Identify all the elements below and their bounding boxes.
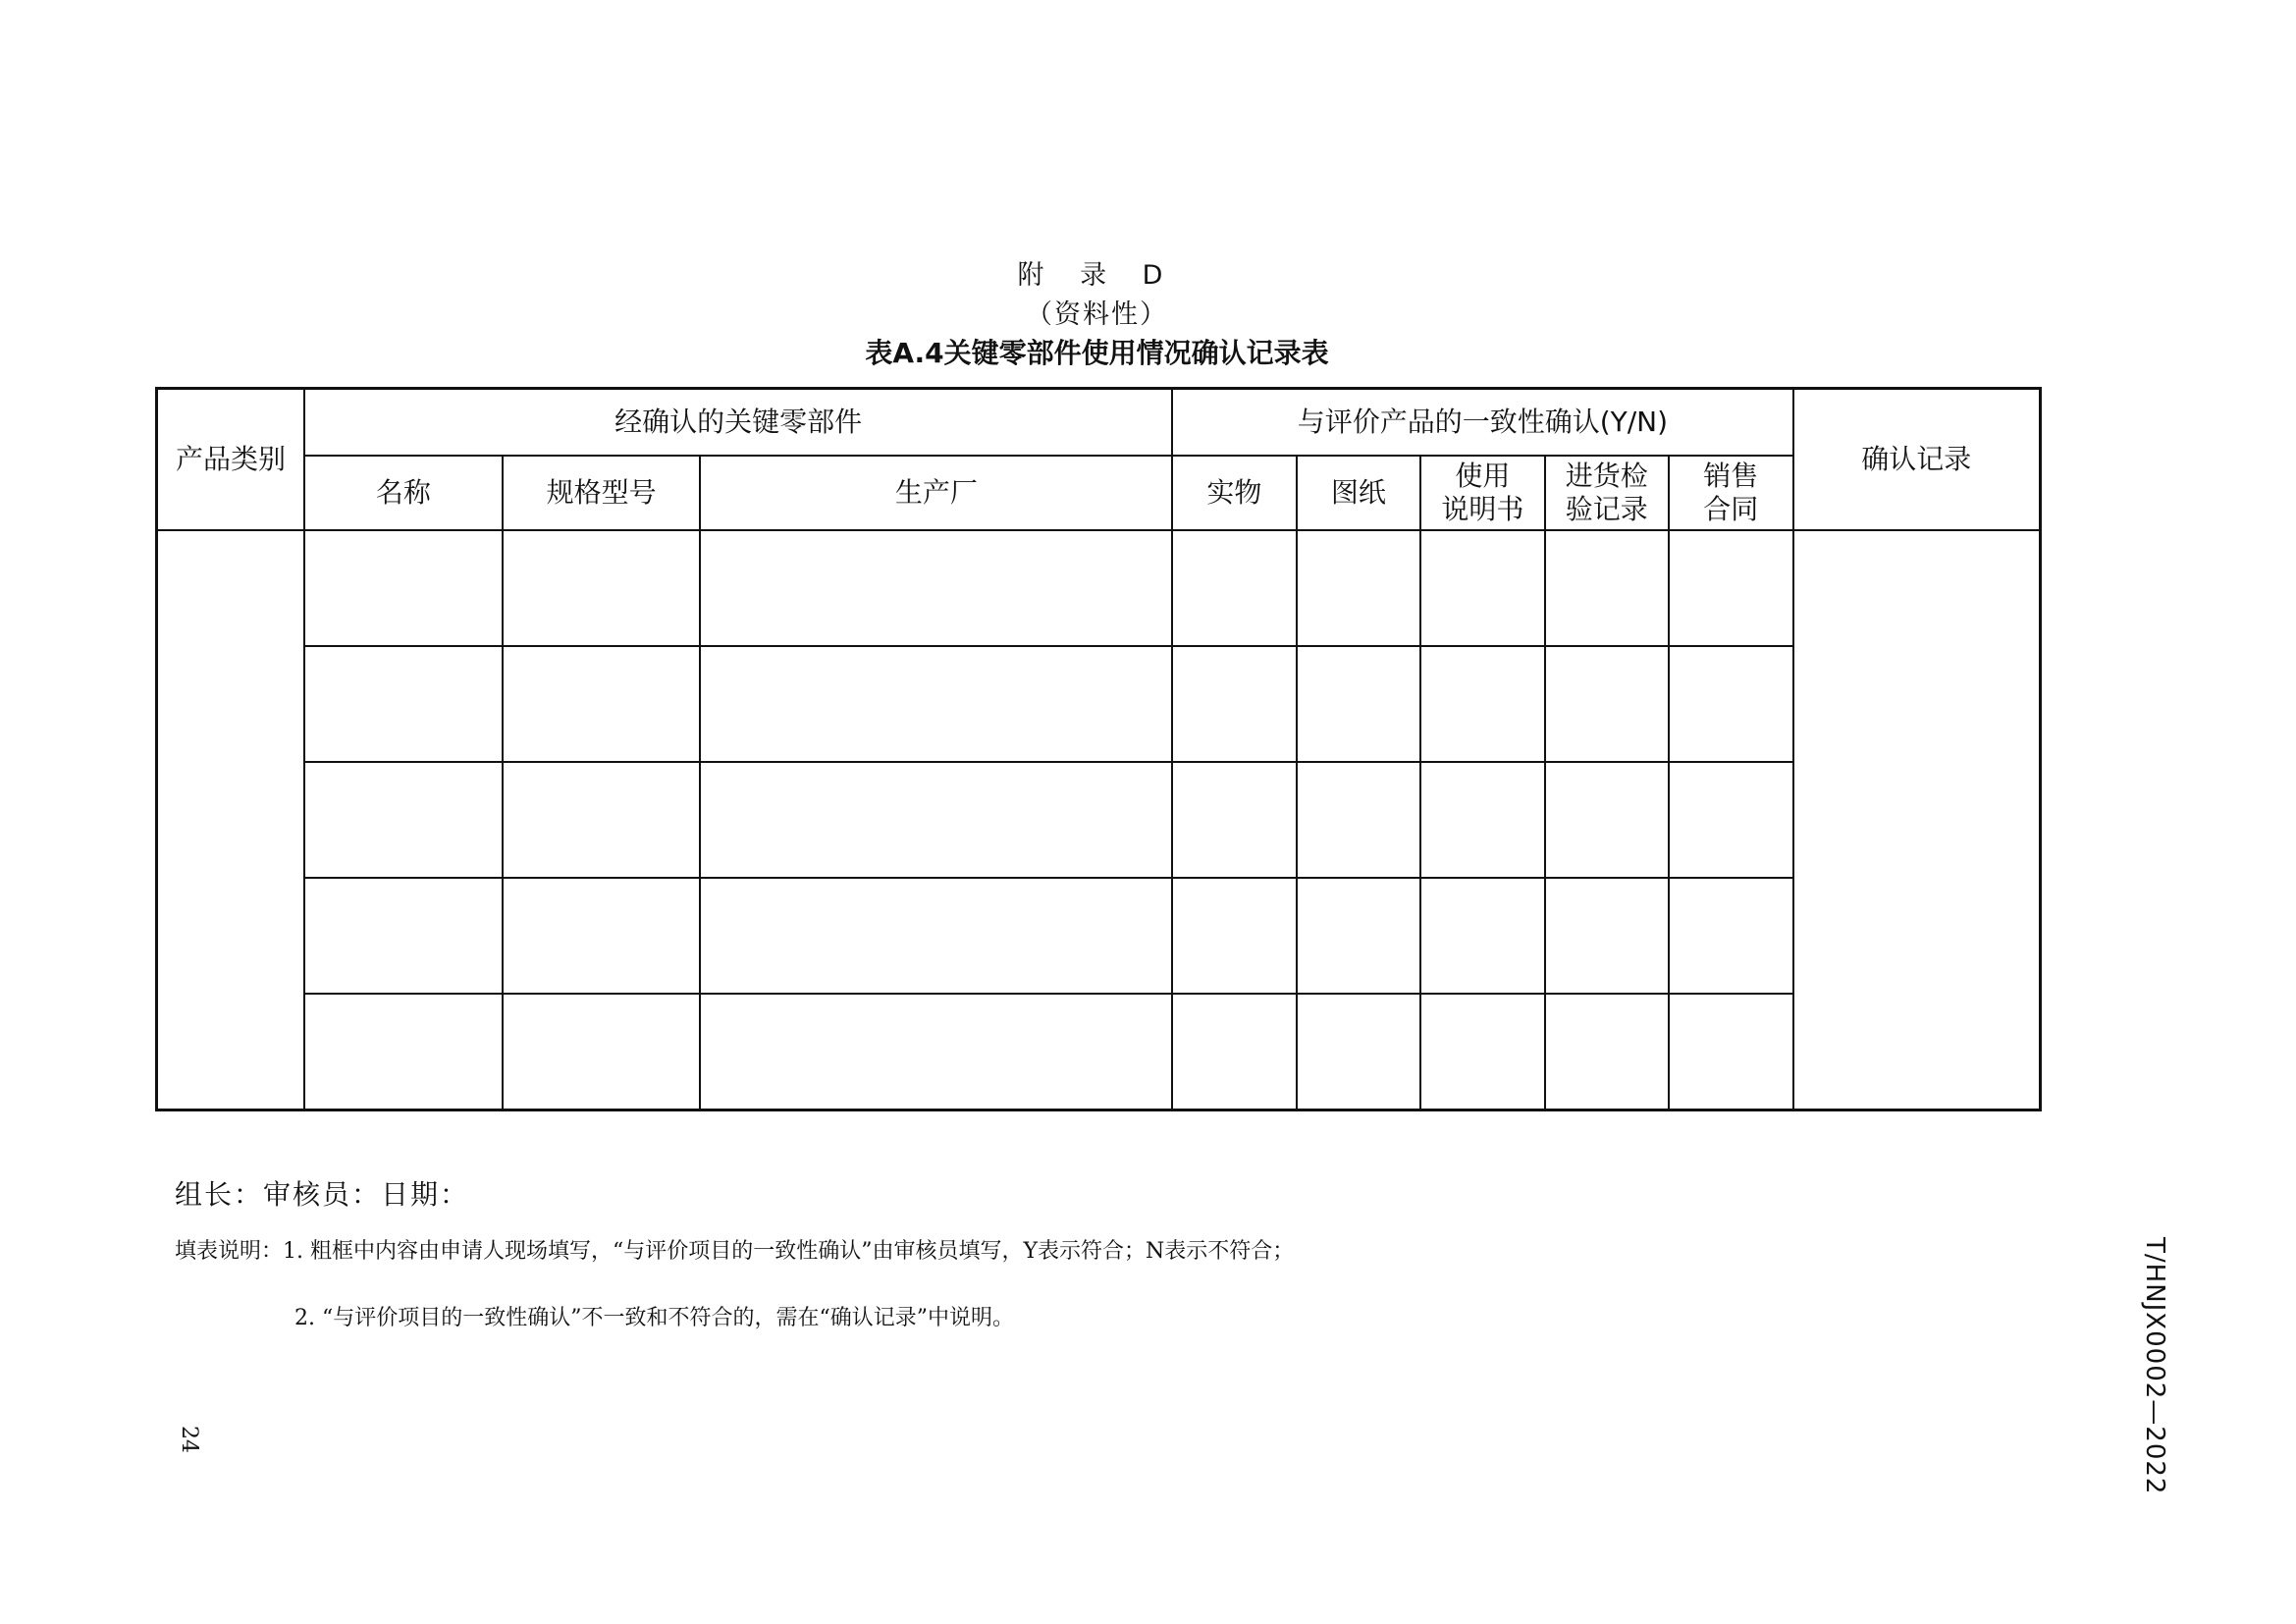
header-confirmed-parts: 经确认的关键零部件 (304, 389, 1172, 457)
table-cell[interactable] (304, 762, 503, 878)
page-number: 24 (177, 1426, 201, 1453)
table-cell[interactable] (1420, 530, 1544, 646)
table-cell[interactable] (1545, 994, 1669, 1110)
table-cell[interactable] (1545, 646, 1669, 762)
table-cell[interactable] (304, 994, 503, 1110)
table-cell[interactable] (1172, 646, 1296, 762)
header-inspection-line1: 进货检 (1565, 460, 1648, 492)
header-consistency-check: 与评价产品的一致性确认(Y/N) (1172, 389, 1792, 457)
fill-instruction-2: 2. “与评价项目的一致性确认”不一致和不符合的，需在“确认记录”中说明。 (294, 1306, 1014, 1330)
header-sales-line2: 合同 (1703, 493, 1759, 525)
header-product-category: 产品类别 (157, 389, 305, 531)
header-manual (1420, 456, 1544, 530)
table-cell[interactable] (1669, 878, 1793, 994)
table-cell[interactable] (304, 878, 503, 994)
confirm-record-cell[interactable] (1793, 530, 2041, 1110)
table-cell[interactable] (304, 530, 503, 646)
header-name: 名称 (304, 456, 503, 530)
table-cell[interactable] (700, 646, 1172, 762)
table-cell[interactable] (503, 762, 701, 878)
header-drawing: 图纸 (1297, 456, 1420, 530)
table-row (157, 994, 2041, 1110)
table-cell[interactable] (1545, 762, 1669, 878)
table-cell[interactable] (1172, 762, 1296, 878)
table-row (157, 878, 2041, 994)
header-physical: 实物 (1172, 456, 1296, 530)
table-cell[interactable] (1297, 994, 1420, 1110)
header-inspection-line2: 验记录 (1565, 493, 1648, 525)
table-title: 表A.4关键零部件使用情况确认记录表 (865, 337, 1329, 369)
table-row (157, 646, 2041, 762)
table-cell[interactable] (1669, 530, 1793, 646)
table-cell[interactable] (1297, 878, 1420, 994)
key-parts-record-table (155, 387, 2042, 1111)
table-cell[interactable] (503, 994, 701, 1110)
table-cell[interactable] (1172, 994, 1296, 1110)
table-cell[interactable] (1420, 878, 1544, 994)
table-cell[interactable] (1420, 994, 1544, 1110)
table-cell[interactable] (700, 530, 1172, 646)
signature-line: 组长：审核员：日期： (175, 1178, 470, 1211)
header-sales (1669, 456, 1793, 530)
table-cell[interactable] (503, 530, 701, 646)
table-cell[interactable] (1545, 530, 1669, 646)
product-category-cell[interactable] (157, 530, 305, 1110)
table-cell[interactable] (1669, 646, 1793, 762)
header-inspection (1545, 456, 1669, 530)
fill-instruction-1: 填表说明：1. 粗框中内容由申请人现场填写，“与评价项目的一致性确认”由审核员填写，Y表示符合；N表示不符合； (175, 1239, 1295, 1264)
table-cell[interactable] (503, 646, 701, 762)
header-manual-line2: 说明书 (1441, 493, 1524, 525)
table-cell[interactable] (1172, 530, 1296, 646)
table-cell[interactable] (1545, 878, 1669, 994)
table-cell[interactable] (1297, 646, 1420, 762)
table-row (157, 762, 2041, 878)
table-cell[interactable] (700, 762, 1172, 878)
table-header-row-1 (157, 389, 2041, 457)
table-row (157, 530, 2041, 646)
table-cell[interactable] (503, 878, 701, 994)
header-manufacturer: 生产厂 (700, 456, 1172, 530)
standard-number: T/HNJX0002—2022 (2140, 1237, 2169, 1495)
table-cell[interactable] (1669, 994, 1793, 1110)
table-cell[interactable] (700, 994, 1172, 1110)
table-cell[interactable] (1297, 530, 1420, 646)
table-cell[interactable] (700, 878, 1172, 994)
header-spec-model: 规格型号 (503, 456, 701, 530)
table-header-row-2 (157, 456, 2041, 530)
header-manual-line1: 使用 (1455, 460, 1511, 492)
table-cell[interactable] (1172, 878, 1296, 994)
table-cell[interactable] (1669, 762, 1793, 878)
table-cell[interactable] (1420, 646, 1544, 762)
appendix-nature: （资料性） (1026, 299, 1168, 330)
table-cell[interactable] (1420, 762, 1544, 878)
table-cell[interactable] (304, 646, 503, 762)
header-confirm-record: 确认记录 (1793, 389, 2041, 531)
appendix-heading: 附 录 D (1017, 260, 1177, 291)
header-sales-line1: 销售 (1703, 460, 1759, 492)
table-cell[interactable] (1297, 762, 1420, 878)
